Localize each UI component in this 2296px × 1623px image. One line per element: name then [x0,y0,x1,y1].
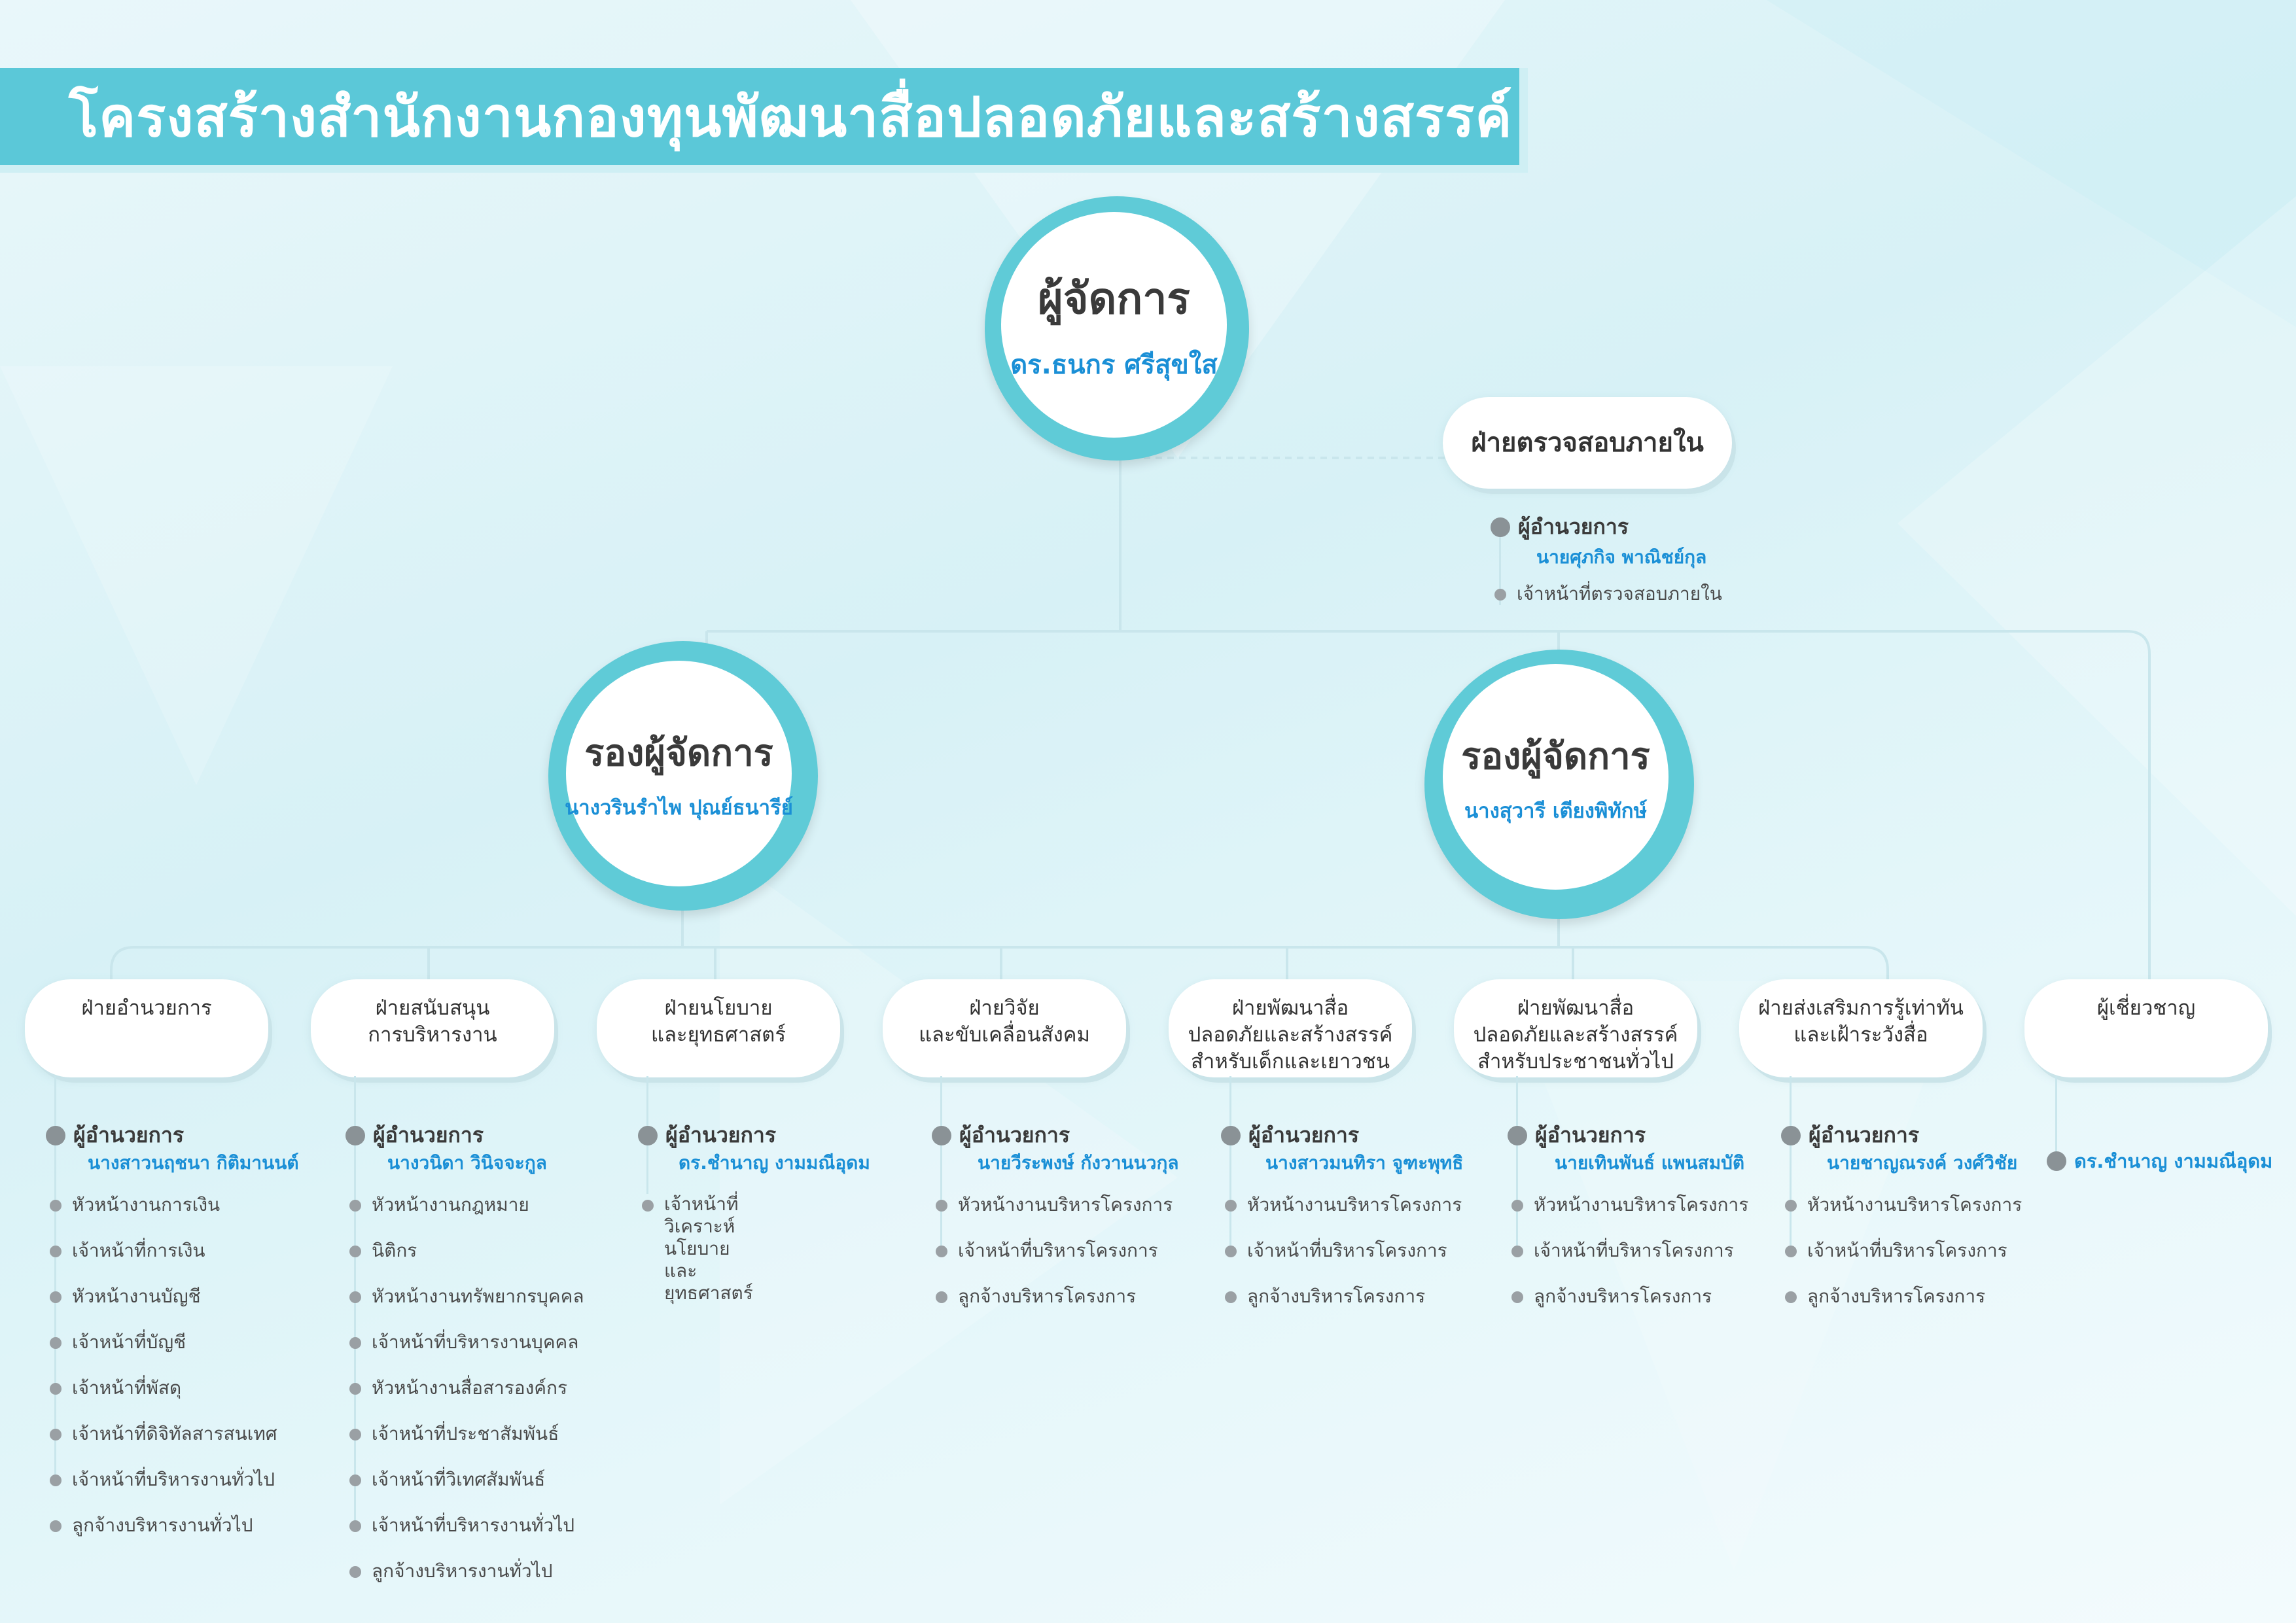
list-item: ลูกจ้างบริหารงานทั่วไป [50,1514,253,1537]
list-item: หัวหน้างานการเงิน [50,1193,220,1217]
department-1-line-1: ฝ่ายอำนวยการ [81,996,212,1020]
list-item: เจ้าหน้าที่บริหารโครงการ [1511,1239,1734,1263]
department-box-5 [1169,979,1412,1077]
bullet-icon [1225,1200,1237,1212]
department-3-line-2: และยุทธศาสตร์ [651,1023,786,1047]
bullet-icon [1785,1291,1797,1303]
department-1-head-name: นางสาวนฤชนา กิติมานนต์ [88,1152,299,1174]
list-item: เจ้าหน้าที่บริหารงานบุคคล [349,1331,578,1354]
deputy-circle-1 [548,641,818,911]
department-5-line-2: ปลอดภัยและสร้างสรรค์ [1188,1023,1393,1047]
list-item: หัวหน้างานทรัพยากรบุคคล [349,1285,584,1308]
director-circle-inner [1001,212,1227,438]
bullet-icon [50,1246,62,1257]
department-2-head-name: นางวนิดา วินิจจะกูล [387,1152,547,1174]
department-6-line-1: ฝ่ายพัฒนาสื่อ [1517,996,1634,1020]
list-item: ลูกจ้างบริหารโครงการ [1511,1285,1712,1308]
list-item: เจ้าหน้าที่การเงิน [50,1239,205,1263]
department-4-head-row: ผู้อำนวยการ [932,1119,1070,1152]
bullet-icon [936,1246,947,1257]
deputy-circle-2-inner [1443,664,1669,890]
bullet-icon [349,1246,361,1257]
bullet-icon [349,1520,361,1532]
department-7-head-row: ผู้อำนวยการ [1781,1119,1919,1152]
department-box-2 [311,979,554,1077]
department-3-line-1: ฝ่ายนโยบาย [664,996,773,1020]
bullet-icon [46,1126,65,1145]
expert-name: ดร.ชำนาญ งามมณีอุดม [2074,1150,2273,1172]
list-item: เจ้าหน้าที่พัสดุ [50,1376,181,1400]
department-4-head-name: นายวีระพงษ์ กังวานนวกุล [978,1152,1179,1174]
deputy-1-name: นางวรินรำไพ ปุณย์ธนารีย์ [565,796,793,820]
list-item: ลูกจ้างบริหารโครงการ [936,1285,1136,1308]
department-4-line-1: ฝ่ายวิจัย [969,996,1040,1020]
list-item: หัวหน้างานบัญชี [50,1285,201,1308]
department-5-head-name: นางสาวมนทิรา จูฑะพุทธิ [1265,1152,1464,1174]
audit-head-name: นายศุภกิจ พาณิชย์กุล [1536,546,1707,568]
list-item: หัวหน้างานสื่อสารองค์กร [349,1376,567,1400]
bullet-icon [50,1291,62,1303]
bullet-icon [349,1291,361,1303]
department-box-3 [597,979,840,1077]
department-2-line-2: การบริหารงาน [368,1023,497,1047]
audit-head-row [1491,510,1629,544]
audit-department-box [1443,397,1732,489]
deputy-circle-1-inner [566,661,792,886]
list-item: เจ้าหน้าที่บริหารโครงการ [1785,1239,2007,1263]
department-5-line-3: สำหรับเด็กและเยาวชน [1190,1050,1390,1073]
list-item: เจ้าหน้าที่บริหารงานทั่วไป [50,1468,275,1492]
bullet-icon [349,1383,361,1395]
bullet-icon [1494,589,1506,601]
department-box-6 [1454,979,1697,1077]
expert-row [2047,1146,2272,1176]
list-item: เจ้าหน้าที่ดิจิทัลสารสนเทศ [50,1422,277,1446]
list-item: ลูกจ้างบริหารโครงการ [1785,1285,1985,1308]
list-item: เจ้าหน้าที่วิเทศสัมพันธ์ [349,1468,545,1492]
bullet-icon [1781,1126,1801,1145]
department-3-head-row: ผู้อำนวยการ [638,1119,776,1152]
bullet-icon [50,1383,62,1395]
list-item: หัวหน้างานบริหารโครงการ [1511,1193,1748,1217]
bullet-icon [1785,1200,1797,1212]
director-circle [985,196,1249,461]
department-2-line-1: ฝ่ายสนับสนุน [375,996,490,1020]
department-3-head-name: ดร.ชำนาญ งามมณีอุดม [679,1152,870,1174]
bullet-icon [50,1429,62,1440]
department-box-4 [883,979,1126,1077]
bullet-icon [345,1126,365,1145]
department-6-head-name: นายเทินพันธ์ แพนสมบัติ [1555,1152,1745,1174]
list-item: เจ้าหน้าที่บริหารโครงการ [936,1239,1158,1263]
department-4-line-2: และขับเคลื่อนสังคม [919,1023,1090,1047]
bullet-icon [936,1291,947,1303]
director-name: ดร.ธนกร ศรีสุขใส [1010,350,1218,380]
bullet-icon [1511,1291,1523,1303]
expert-label: ผู้เชี่ยวชาญ [2096,996,2196,1020]
deputy-circle-2 [1424,650,1694,919]
audit-department-label: ฝ่ายตรวจสอบภายใน [1471,427,1704,458]
bullet-icon [349,1475,361,1486]
list-item: นิติกร [349,1239,417,1263]
department-5-line-1: ฝ่ายพัฒนาสื่อ [1231,996,1349,1020]
bullet-icon [1221,1126,1241,1145]
bullet-icon [642,1200,654,1212]
department-6-line-3: สำหรับประชาชนทั่วไป [1477,1050,1674,1073]
bullet-icon [932,1126,951,1145]
list-item: หัวหน้างานบริหารโครงการ [1225,1193,1462,1217]
list-item: เจ้าหน้าที่วิเคราะห์นโยบาย และยุทธศาสตร์ [642,1193,753,1304]
bullet-icon [1225,1291,1237,1303]
bullet-icon [1508,1126,1527,1145]
director-title: ผู้จัดการ [1038,273,1190,324]
deputy-1-title: รองผู้จัดการ [584,732,773,775]
bullet-icon [50,1475,62,1486]
list-item: หัวหน้างานบริหารโครงการ [1785,1193,2022,1217]
list-item: ลูกจ้างบริหารงานทั่วไป [349,1560,553,1583]
bullet-icon [349,1337,361,1349]
deputy-2-title: รองผู้จัดการ [1461,735,1650,778]
department-1-head-row: ผู้อำนวยการ [46,1119,184,1152]
bullet-icon [349,1429,361,1440]
deputy-2-name: นางสุวารี เตียงพิทักษ์ [1464,799,1647,823]
department-2-head-row: ผู้อำนวยการ [345,1119,484,1152]
department-box-1 [25,979,268,1077]
list-item: เจ้าหน้าที่บริหารงานทั่วไป [349,1514,574,1537]
bullet-icon [2047,1151,2066,1171]
bullet-icon [936,1200,947,1212]
audit-item: เจ้าหน้าที่ตรวจสอบภายใน [1494,582,1722,606]
list-item: เจ้าหน้าที่บัญชี [50,1331,186,1354]
bullet-icon [1491,517,1510,537]
department-6-head-row: ผู้อำนวยการ [1508,1119,1646,1152]
bullet-icon [50,1337,62,1349]
list-item: หัวหน้างานบริหารโครงการ [936,1193,1173,1217]
list-item: ลูกจ้างบริหารโครงการ [1225,1285,1425,1308]
list-item: เจ้าหน้าที่ประชาสัมพันธ์ [349,1422,559,1446]
audit-head-label: ผู้อำนวยการ [1518,514,1629,539]
department-5-head-row: ผู้อำนวยการ [1221,1119,1359,1152]
list-item: เจ้าหน้าที่บริหารโครงการ [1225,1239,1447,1263]
bullet-icon [1511,1200,1523,1212]
bullet-icon [349,1566,361,1578]
bullet-icon [349,1200,361,1212]
expert-box [2024,979,2268,1077]
list-item: หัวหน้างานกฎหมาย [349,1193,529,1217]
bullet-icon [638,1126,658,1145]
department-7-head-name: นายชาญณรงค์ วงศ์วิชัย [1827,1152,2018,1174]
department-7-line-2: และเฝ้าระวังสื่อ [1793,1023,1928,1047]
bullet-icon [1785,1246,1797,1257]
page-title: โครงสร้างสำนักงานกองทุนพัฒนาสื่อปลอดภัยและสร้างสรรค์ [69,85,1513,149]
bullet-icon [1225,1246,1237,1257]
bullet-icon [1511,1246,1523,1257]
bullet-icon [50,1200,62,1212]
department-7-line-1: ฝ่ายส่งเสริมการรู้เท่าทัน [1758,996,1964,1020]
department-6-line-2: ปลอดภัยและสร้างสรรค์ [1473,1023,1678,1047]
department-box-7 [1739,979,1983,1077]
bullet-icon [50,1520,62,1532]
